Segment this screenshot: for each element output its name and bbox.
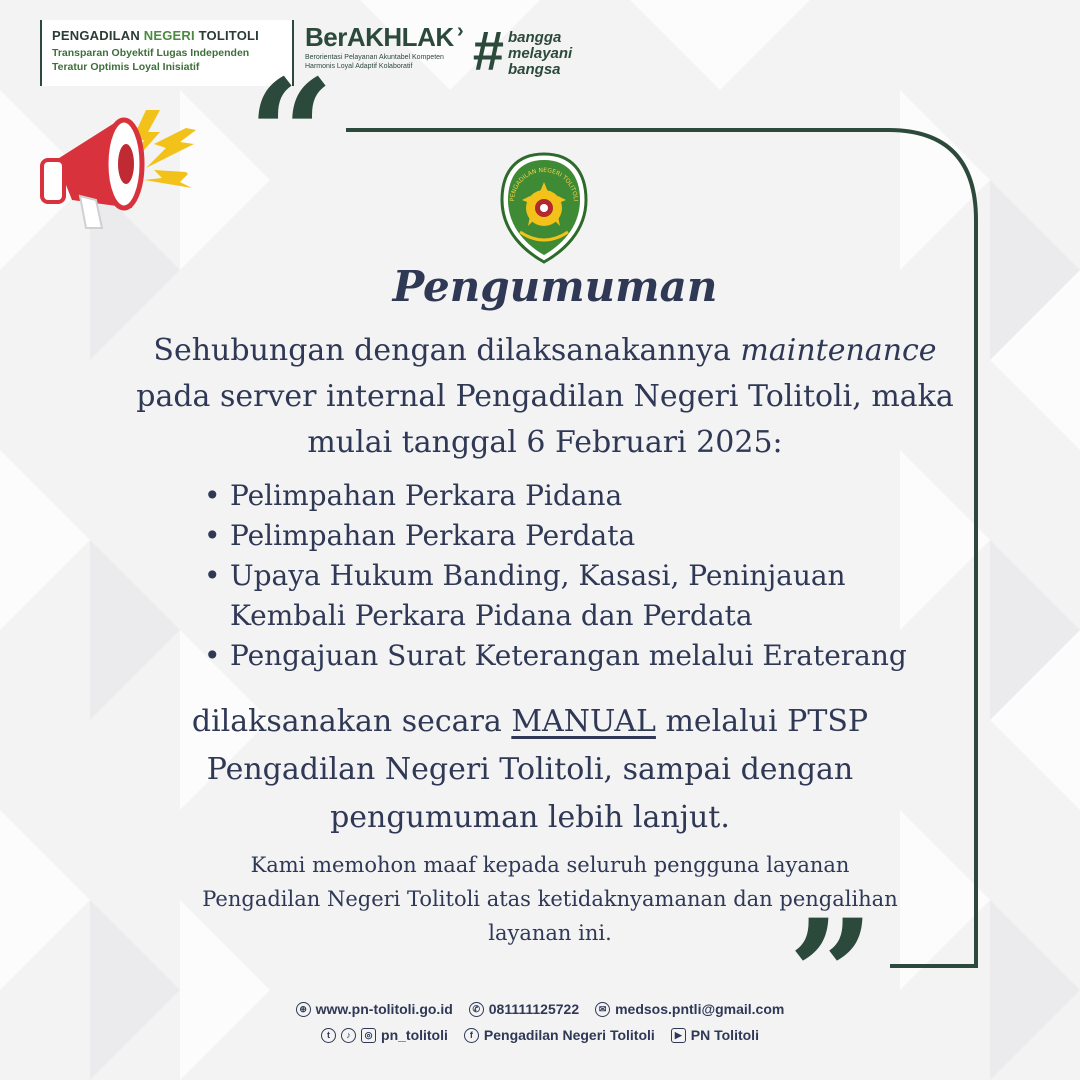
megaphone-icon [36,100,206,240]
closing-line-2: Pengadilan Negeri Tolitoli, sampai dengan [206,752,854,787]
maintenance-term: maintenance [740,333,937,368]
berakhlak-sub-line-1: Berorientasi Pelayanan Akuntabel Kompeten [305,54,444,61]
apology-line-1: Kami memohon maaf kepada seluruh pengguna layanan [250,853,850,877]
closing-line-1: dilaksanakan secara MANUAL melalui PTSP [191,704,869,739]
court-values-line-1: Transparan Obyektif Lugas Independen [52,47,250,59]
social-handle[interactable]: t ♪ ◎ pn_tolitoli [321,1027,448,1043]
hashtag-line-3: bangsa [508,61,561,78]
instagram-icon: ◎ [361,1028,376,1043]
list-item: • Pelimpahan Perkara Pidana [200,476,920,516]
apology-line-3: layanan ini. [488,921,612,945]
court-values-line-2: Teratur Optimis Loyal Inisiatif [52,61,200,73]
intro-line-1: Sehubungan dengan dilaksanakannya maintenance [153,333,937,368]
announcement-intro [100,328,990,466]
services-list [200,476,920,676]
list-item: • Upaya Hukum Banding, Kasasi, Peninjauan Kembali Perkara Pidana dan Perdata [200,556,920,636]
mail-icon: ✉ [595,1002,610,1017]
contact-row-2 [0,1022,1080,1048]
quote-close-mark: ” [788,887,875,1063]
hashtag-line-1: bangga [508,29,562,46]
apology-line-2: Pengadilan Negeri Tolitoli atas ketidaknyamanan dan pengalihan [202,887,898,911]
whatsapp-icon: ✆ [469,1002,484,1017]
list-item: • Pengajuan Surat Keterangan melalui Eraterang [200,636,920,676]
manual-term: MANUAL [511,704,656,739]
list-item: • Pelimpahan Perkara Perdata [200,516,920,556]
tiktok-icon: ♪ [341,1028,356,1043]
contact-footer [0,996,1080,1048]
hashtag-symbol: # [472,19,504,82]
quote-open-mark: “ [248,47,335,223]
hashtag-logo [472,19,592,84]
announcement-closing [130,698,930,842]
email-contact[interactable]: ✉ medsos.pntli@gmail.com [595,1001,784,1017]
facebook-link[interactable]: f Pengadilan Negeri Tolitoli [464,1027,655,1043]
closing-line-3: pengumuman lebih lanjut. [330,800,730,835]
emblem-caption: PENGADILAN NEGERI TOLITOLI [508,166,580,202]
globe-icon: ⊕ [296,1002,311,1017]
twitter-icon: t [321,1028,336,1043]
intro-line-3: mulai tanggal 6 Februari 2025: [307,425,783,460]
court-emblem [500,152,588,264]
hashtag-text [508,30,572,78]
whatsapp-contact[interactable]: ✆ 081111125722 [469,1001,579,1017]
hashtag-line-2: melayani [508,45,573,62]
youtube-icon: ▶ [671,1028,686,1043]
apology-text [160,848,940,950]
court-title: PENGADILAN NEGERI TOLITOLI [52,28,259,43]
youtube-link[interactable]: ▶ PN Tolitoli [671,1027,759,1043]
contact-row-1 [0,996,1080,1022]
announcement-heading: Pengumuman [392,262,718,311]
berakhlak-title: BerAKHLAK [305,22,454,52]
berakhlak-sub-line-2: Harmonis Loyal Adaptif Kolaboratif [305,63,413,70]
facebook-icon: f [464,1028,479,1043]
chevron-right-icon: › [457,20,464,42]
website-link[interactable]: ⊕ www.pn-tolitoli.go.id [296,1001,453,1017]
intro-line-2: pada server internal Pengadilan Negeri Tolitoli, maka [136,379,954,414]
